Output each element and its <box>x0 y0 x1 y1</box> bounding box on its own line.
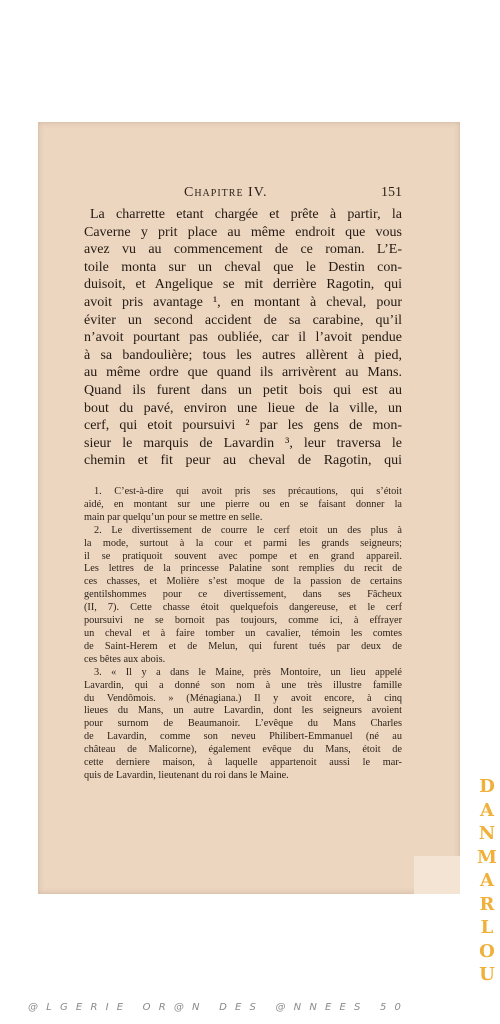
footnote-line: aidé, en montant sur une pierre ou en se faisant donner la <box>84 498 402 510</box>
body-line: éviter un second accident de sa carabine, qu’il <box>84 312 402 328</box>
body-line: chemin et fit peur au cheval de Ragotin, qui <box>84 453 402 469</box>
footnote-line: 3. « Il y a dans le Maine, près Montoire, un lieu appelé <box>94 666 402 678</box>
footnote-line: quis de Lavardin, lieutenant du roi dans le Maine. <box>84 769 289 781</box>
footnote-line: château de Malicorne), également evêque du Mans, étoit de <box>84 744 402 756</box>
main-text <box>84 206 402 470</box>
watermark-letter: R <box>479 893 495 915</box>
footnote-line: cette derniere maison, à laquelle appartenoit aussi le mar- <box>84 757 402 769</box>
footnote-line: 2. Le divertissement de courre le cerf etoit un des plus à <box>94 524 402 536</box>
body-line: duisoit, et Angelique se mit derrière Ragotin, qui <box>84 277 402 293</box>
vertical-watermark <box>477 775 497 987</box>
body-line: cerf, qui etoit poursuivi ² par les gens de mon- <box>84 418 402 434</box>
body-line: avez vu au commencement de ce roman. L’E- <box>84 242 402 258</box>
watermark-letter: L <box>480 917 494 938</box>
watermark-letter: A <box>480 870 494 891</box>
footnote-line: du Vendômois. » (Ménagiana.) Il y avoit encore, à cinq <box>84 692 402 704</box>
footnote-line: de Saint-Herem et de Melun, qui furent tués par deux de <box>84 640 402 652</box>
page-header <box>84 185 402 203</box>
footnote-line: un cheval et à faire tomber un cavalier, témoin les comtes <box>84 627 402 639</box>
footnote-line: de Lavardin, comme son neveu Philibert-Emmanuel (né au <box>84 731 402 743</box>
footnote-line: (II, 7). Cette chasse étoit quelquefois dangereuse, et le cerf <box>84 602 402 614</box>
watermark-letter: A <box>480 799 494 821</box>
body-line: toile monta sur un cheval que le Destin con- <box>84 259 402 275</box>
body-line: La charrette etant chargée et prête à partir, la <box>90 207 402 222</box>
body-line: sieur le marquis de Lavardin ³, leur traversa le <box>84 435 402 451</box>
footnote-line: gentilshommes pour ce divertissement, dans ses Fâcheux <box>84 589 402 601</box>
body-line: bout du pavé, environ une lieue de la ville, un <box>84 400 402 416</box>
footnote-line: la mode, surtout à la cour et parmi les grands seigneurs; <box>84 537 402 549</box>
body-line: n’avoit pourtant pas oubliée, car il l’avoit pendue <box>84 330 402 346</box>
body-line: avoit pris avantage ¹, en montant à cheval, pour <box>84 294 402 310</box>
footnote-line: pour surnom de Beaumanoir. L’evêque du Mans Charles <box>84 718 402 730</box>
footnote-line: Lavardin, qui a donné son nom à une très illustre famille <box>84 679 402 691</box>
page-number: 151 <box>381 185 402 200</box>
footnote-line: il se pratiquoit souvent avec pompe et en grand appareil. <box>84 550 402 562</box>
watermark-letter: O <box>479 940 495 962</box>
watermark-letter: M <box>477 846 497 868</box>
footnotes <box>84 486 402 783</box>
body-line: Caverne y prit place au même endroit que vous <box>84 224 402 240</box>
footnote-line: Les lettres de la princesse Palatine sont remplies du recit de <box>84 563 402 575</box>
watermark-letter: D <box>479 776 495 797</box>
footnote-line: ces bêtes aux abois. <box>84 653 166 665</box>
body-line: au même ordre que quand ils arrivèrent au Mans. <box>84 365 402 381</box>
footnote-line: main par quelqu’un pour se mettre en selle. <box>84 511 263 523</box>
body-line: Quand ils furent dans un petit bois qui est au <box>84 382 402 398</box>
body-line: à sa bandoulière; tous les autres allèrent à pied, <box>84 347 402 363</box>
page-corner-patch <box>414 856 460 894</box>
footnote-line: lieues du Mans, un autre Lavardin, dont les seigneurs avoient <box>84 705 402 717</box>
footnote-line: poursuivi ne se bornoit pas toujours, comme ici, à effrayer <box>84 615 402 627</box>
footnote-line: ces chasses, et Molière s’est moque de la passion de certains <box>84 576 402 588</box>
chapter-title: Chapitre IV. <box>184 185 268 200</box>
footnote-line: 1. C’est-à-dire qui avoit pris ses précautions, qui s’étoit <box>94 486 402 497</box>
footer-credit: @LGERIE OR@N DES @NNEES 50 <box>28 1002 410 1013</box>
watermark-letter: U <box>479 964 495 985</box>
watermark-letter: N <box>478 823 496 844</box>
